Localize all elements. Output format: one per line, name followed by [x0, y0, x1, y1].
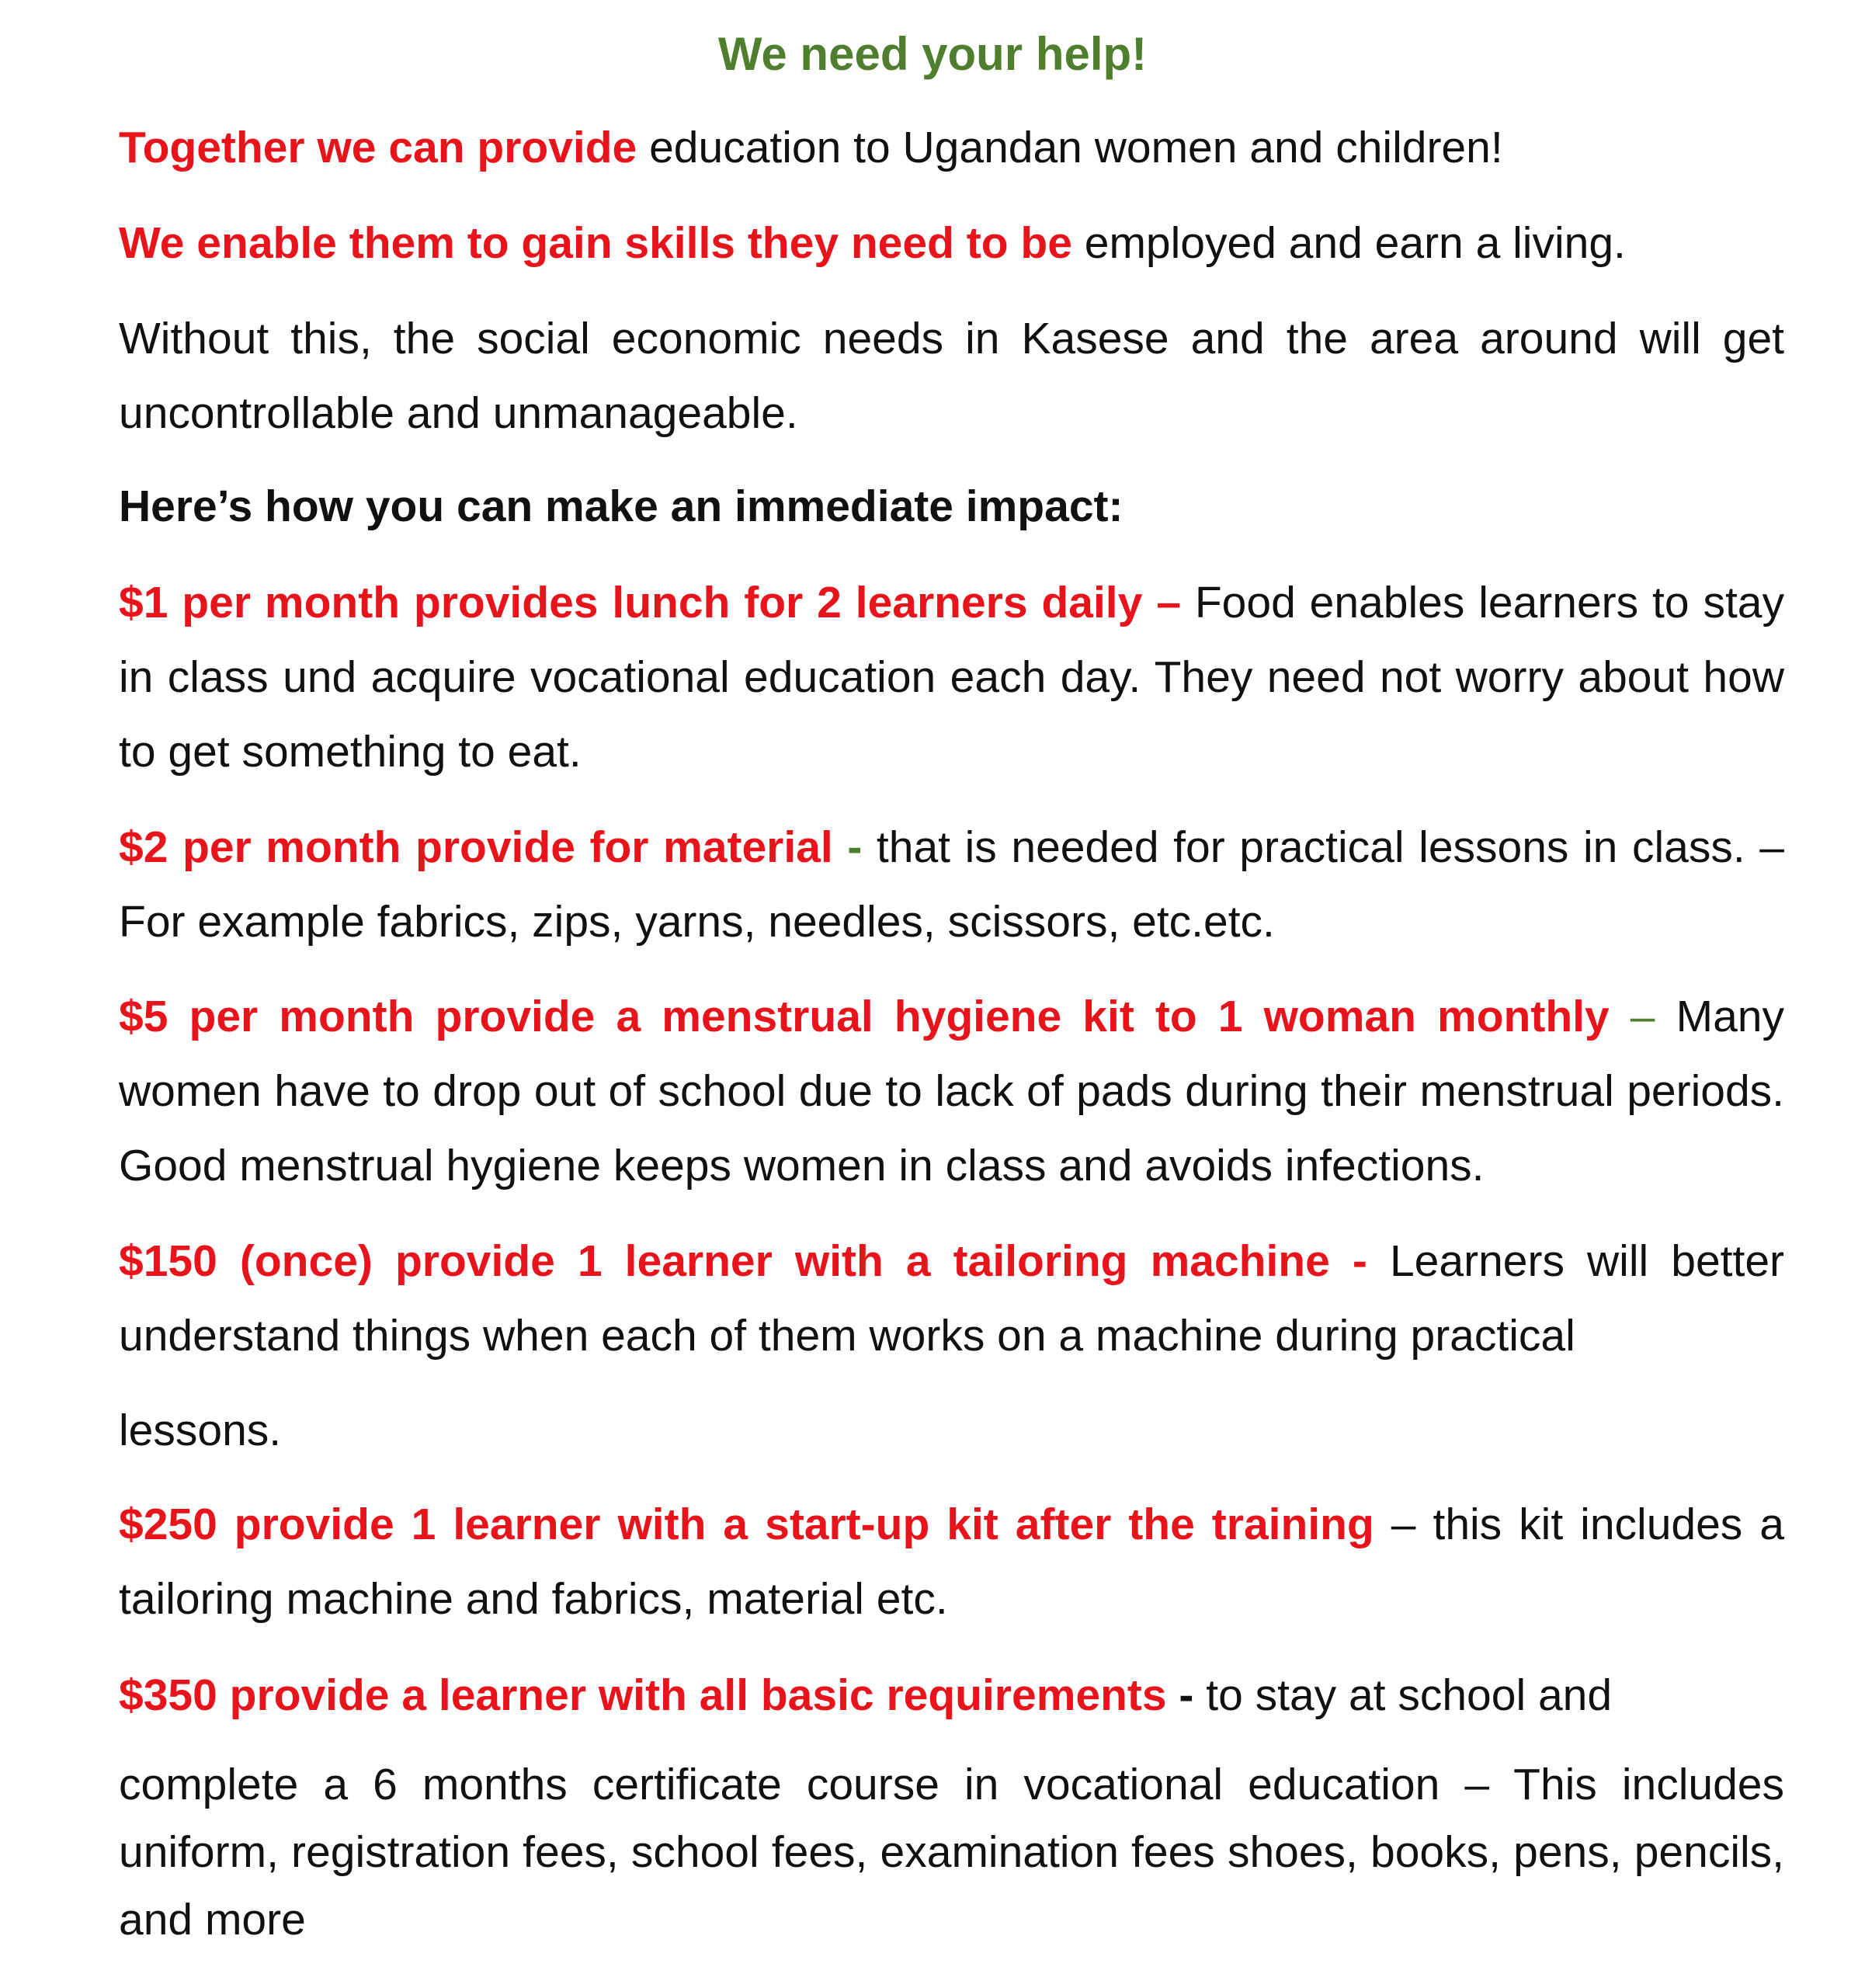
donation-item-3: $5 per month provide a menstrual hygiene kit to 1 woman monthly – Many women have to drop out of school due to lack of pads during their menstrual periods. Good menstrual hygiene keeps women in class and avoids infections. [119, 992, 1784, 1190]
donation-item-4-description: Learners will better understand things when each of them works on a machine during practical [119, 1236, 1785, 1361]
page-title: We need your help! [717, 28, 1148, 80]
intro-line-1-text: education to Ugandan women and children! [637, 123, 1503, 172]
donation-item-5-amount: $250 provide 1 learner with a start-up kit after the training [119, 1500, 1374, 1549]
donation-item-1-amount: $1 per month provides lunch for 2 learners daily [119, 578, 1143, 627]
donation-item-2-description: that is needed for practical lessons in class. – For example fabrics, zips, yarns, needles, scissors, etc.etc. [119, 822, 1784, 947]
intro-line-1 [119, 110, 1784, 185]
donation-item-2: $2 per month provide for material - that is needed for practical lessons in class. – For example fabrics, zips, yarns, needles, scissors, etc.etc. [119, 822, 1784, 947]
donation-item-6-description: to stay at school and [1206, 1670, 1613, 1720]
impact-heading: Here’s how you can make an immediate impact: [119, 481, 1124, 531]
intro-line-2 [119, 206, 1784, 280]
intro-line-2-highlight: We enable them to gain skills they need to be [119, 218, 1072, 268]
donation-item-6-continued: complete a 6 months certificate course in vocational education – This includes uniform, registration fees, school fees, examination fees shoes, books, pens, pencils, and more [119, 1760, 1784, 1945]
donation-item-3-description: Many women have to drop out of school due to lack of pads during their menstrual periods. Good menstrual hygiene keeps women in class and avoids infections. [119, 992, 1784, 1190]
donation-item-2-amount: $2 per month provide for material [119, 822, 833, 872]
donation-item-1: $1 per month provides lunch for 2 learners daily – Food enables learners to stay in class und acquire vocational education each day. They need not worry about how to get something to eat. [119, 578, 1785, 777]
donation-item-3-amount: $5 per month provide a menstrual hygiene kit to 1 woman monthly [119, 992, 1610, 1041]
donation-item-4-continued: lessons. [119, 1406, 282, 1455]
donation-item-5-description: this kit includes a tailoring machine and fabrics, material etc. [119, 1500, 1784, 1624]
donation-item-4: $150 (once) provide 1 learner with a tailoring machine - Learners will better understand things when each of them works on a machine during practical [119, 1236, 1785, 1361]
donation-item-6: $350 provide a learner with all basic requirements - to stay at school and [119, 1670, 1613, 1720]
donation-item-1-description: Food enables learners to stay in class und acquire vocational education each day. They need not worry about how to get something to eat. [119, 578, 1785, 777]
intro-line-2-text: employed and earn a living. [1071, 218, 1626, 268]
intro-paragraph: Without this, the social economic needs in Kasese and the area around will get uncontrollable and unmanageable. [119, 314, 1784, 438]
intro-line-1-highlight: Together we can provide [119, 123, 637, 172]
donation-item-4-amount: $150 (once) provide 1 learner with a tailoring machine [119, 1236, 1330, 1286]
donation-item-6-amount: $350 provide a learner with all basic requirements [119, 1670, 1167, 1720]
donation-item-5: $250 provide 1 learner with a start-up kit after the training – this kit includes a tailoring machine and fabrics, material etc. [119, 1500, 1784, 1624]
